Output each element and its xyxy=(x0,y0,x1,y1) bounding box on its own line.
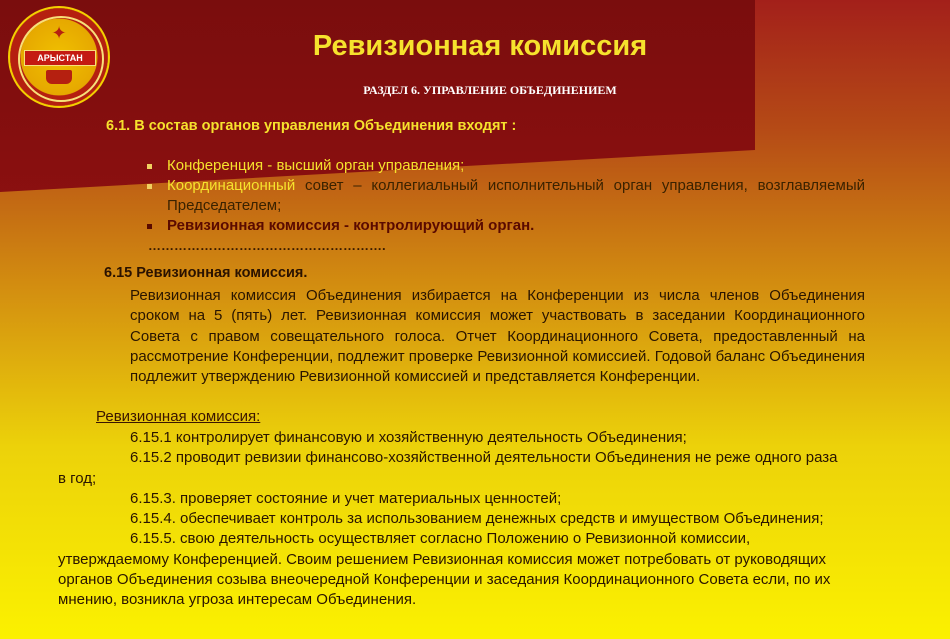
bullet-text: Ревизионная комиссия - контролирующий орган. xyxy=(167,217,535,234)
bullet-text: Конференция - высший орган управления; xyxy=(167,157,465,174)
section-6-15-heading: 6.15 Ревизионная комиссия. xyxy=(104,265,308,281)
revision-duties-list xyxy=(58,428,848,611)
bullet-text: совет – коллегиальный исполнительный орган управления, возглавляемый Председателем; xyxy=(167,177,865,214)
bullet-marker xyxy=(147,184,152,189)
revision-list-label: Ревизионная комиссия: xyxy=(96,408,261,425)
ellipsis-line: ………………………………………………. xyxy=(148,238,386,253)
bullet-item xyxy=(145,176,865,216)
slide-title: Ревизионная комиссия xyxy=(312,30,648,62)
duty-item: 6.15.1 контролирует финансовую и хозяйственную деятельность Объединения; xyxy=(130,429,687,446)
duty-item: 6.15.2 проводит ревизии финансово-хозяйственной деятельности Объединения не реже одного раза в год; xyxy=(58,449,838,487)
duty-item: 6.15.3. проверяет состояние и учет материальных ценностей; xyxy=(130,489,562,507)
section-6-1-heading: 6.1. В состав органов управления Объединения входят : xyxy=(106,118,517,134)
book-icon xyxy=(46,70,72,84)
bullet-item xyxy=(145,216,865,236)
section-subtitle: РАЗДЕЛ 6. УПРАВЛЕНИЕ ОБЪЕДИНЕНИЕМ xyxy=(363,83,617,97)
bullet-marker xyxy=(147,224,152,229)
bullet-marker xyxy=(147,164,152,169)
star-icon: ✦ xyxy=(51,23,67,43)
duty-item: 6.15.5. свою деятельность осуществляет согласно Положению о Ревизионной комиссии, утверждаемому Конференцией. Своим решением Ревизионная комиссия может потребовать от руководящих органов Объединения созыва внеочередной Конференции и заседания Координационного Совета если, по их мнению, возникла угроза интересам Объединения. xyxy=(58,530,831,609)
section-6-15-paragraph: Ревизионная комиссия Объединения избирается на Конференции из числа членов Объединения сроком на 5 (пять) лет. Ревизионная комиссия может участвовать в заседании Координационного Совета с правом совещательного голоса. Отчет Координационного Совета, предоставленный на рассмотрение Конференции, подлежит проверке Ревизионной комиссией. Годовой баланс Объединения подлежит утверждению Ревизионной комиссией и представляется Конференции. xyxy=(130,287,865,386)
governance-bullet-list xyxy=(145,156,865,236)
bullet-highlight: Координационный xyxy=(167,177,296,194)
bullet-item xyxy=(145,156,865,176)
arystan-logo xyxy=(10,8,108,106)
logo-banner: АРЫСТАН xyxy=(24,50,96,66)
duty-item: 6.15.4. обеспечивает контроль за использованием денежных средств и имуществом Объединения; xyxy=(130,510,824,528)
